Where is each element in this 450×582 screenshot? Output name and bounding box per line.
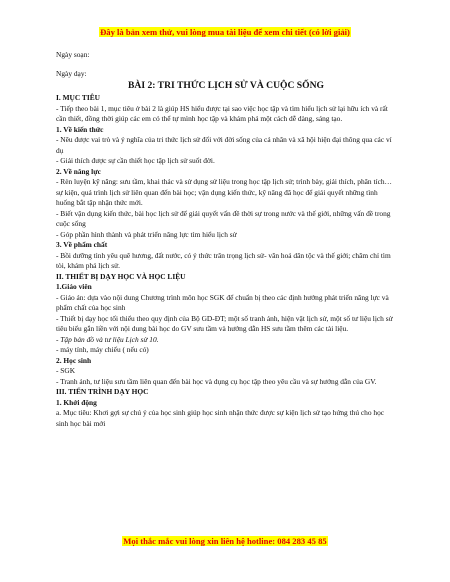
paragraph: - máy tính, máy chiếu ( nếu có) bbox=[56, 345, 149, 354]
paragraph: - Tập bản đồ và tư liệu Lịch sử 10. bbox=[56, 334, 159, 344]
paragraph: - SGK bbox=[56, 366, 76, 375]
subheading-khoi-dong: 1. Khởi động bbox=[56, 397, 97, 407]
paragraph: - Thiết bị dạy học tối thiểu theo quy định của Bộ GD-ĐT; một số tranh ảnh, hiện vật lịch sử, một số tư liệu lịch sử tiêu biểu gắn liền với nội dung bài học do GV sưu tầm và hướng dẫn HS sưu tầm thêm các tài liệu. bbox=[56, 313, 393, 333]
paragraph: - Giải thích được sự cần thiết học tập lịch sử suốt đời. bbox=[56, 156, 215, 165]
paragraph: - Biết vận dụng kiến thức, bài học lịch sử để giải quyết vấn đề thời sự trong nước và thế giới, những vấn đề trong cuộc sống bbox=[56, 208, 391, 228]
paragraph: - Tranh ảnh, tư liệu sưu tầm liên quan đến bài học và dụng cụ học tập theo yêu cầu và sự hướng dẫn của GV. bbox=[56, 376, 377, 386]
section-heading-tien-trinh: III. TIẾN TRÌNH DẠY HỌC bbox=[56, 387, 149, 396]
preview-notice-text: Đây là bản xem thử, vui lòng mua tài liệu để xem chi tiết (có lời giải) bbox=[100, 27, 350, 37]
section-heading-thiet-bi: II. THIẾT BỊ DẠY HỌC VÀ HỌC LIỆU bbox=[56, 271, 186, 281]
subheading-pham-chat: 3. Về phẩm chất bbox=[56, 240, 108, 249]
section-heading-muc-tieu: I. MỤC TIÊU bbox=[56, 93, 101, 102]
paragraph: a. Mục tiêu: Khơi gợi sự chú ý của học sinh giúp học sinh nhận thức được sự kiện lịch sử tạo hứng thú cho học sinh học bài mới bbox=[56, 408, 385, 428]
subheading-nang-luc: 2. Về năng lực bbox=[56, 166, 101, 176]
paragraph: - Tiếp theo bài 1, mục tiêu ở bài 2 là giúp HS hiểu được tại sao việc học tập và tìm hiểu lịch sử lại hữu ích và rất cần thiết, đồng thời giúp các em có thể tự mình học tập và khám phá một cách dễ dàng, sáng tạo. bbox=[56, 103, 388, 123]
subheading-kien-thuc: 1. Về kiến thức bbox=[56, 124, 104, 134]
hotline-banner bbox=[0, 535, 450, 547]
paragraph: - Góp phần hình thành và phát triển năng lực tìm hiểu lịch sử bbox=[56, 229, 237, 239]
ngay-day-label: Ngày dạy: bbox=[56, 68, 87, 78]
ngay-soan-label: Ngày soạn: bbox=[56, 50, 90, 59]
paragraph: - Giáo án: dựa vào nội dung Chương trình môn học SGK để chuẩn bị theo các định hướng phát triển năng lực và phẩm chất của học sinh bbox=[56, 292, 389, 312]
page-title: BÀI 2: TRI THỨC LỊCH SỬ VÀ CUỘC SỐNG bbox=[128, 80, 324, 91]
lesson-content bbox=[56, 50, 396, 429]
hotline-text: Mọi thắc mắc vui lòng xin liên hệ hotline: 084 283 45 85 bbox=[123, 536, 327, 546]
paragraph: - Rèn luyện kỹ năng: sưu tầm, khai thác và sử dụng sử liệu trong học tập lịch sử; trình bày, giải thích, phân tích… sự kiện, quá trình lịch sử liên quan đến bài học; vận dụng kiến thức, kỹ năng đã học để giải quyết những tình huống bắt tập nhận thức mới. bbox=[56, 177, 392, 207]
subheading-giao-vien: 1.Giáo viên bbox=[56, 282, 92, 291]
paragraph: - Nêu được vai trò và ý nghĩa của tri thức lịch sử đối với đời sống của cá nhân và xã hội hiện đại thông qua các ví dụ bbox=[56, 135, 392, 155]
subheading-hoc-sinh: 2. Học sinh bbox=[56, 355, 92, 365]
preview-notice-banner bbox=[0, 26, 450, 38]
paragraph: - Bồi dưỡng tình yêu quê hương, đất nước, có ý thức trân trọng lịch sử- văn hoá dân tộc và thế giới; chăm chỉ tìm tòi, khám phá lịch sử. bbox=[56, 250, 391, 270]
